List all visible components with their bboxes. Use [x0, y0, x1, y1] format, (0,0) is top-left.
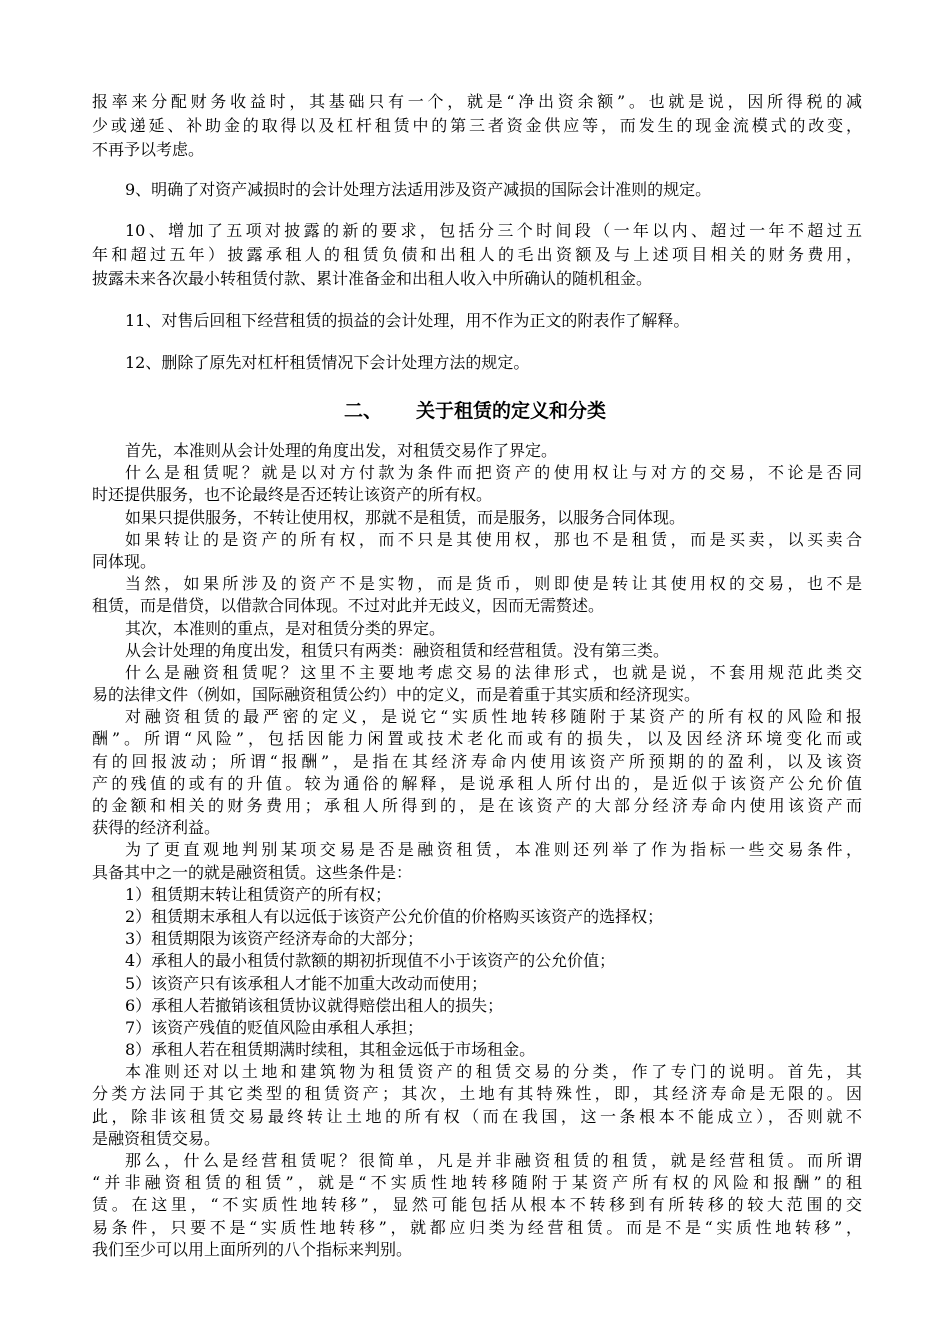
text-line: 获得的经济利益。 [92, 818, 221, 838]
text-line: 如果只提供服务，不转让使用权，那就不是租赁，而是服务，以服务合同体现。 [125, 507, 686, 527]
text-line: 6）承租人若撤销该租赁协议就得赔偿出租人的损失； [125, 995, 504, 1015]
text-line: 时还提供服务，也不论最终是否还转让该资产的所有权。 [92, 485, 493, 505]
paragraph-item-11 [92, 309, 862, 333]
text-line: 易条件，只要不是“实质性地转移”，就都应归类为经营租赁。而是不是“实质性地转移”， [92, 1217, 862, 1237]
text-line: 少或递延、补助金的取得以及杠杆租赁中的第三者资金供应等，而发生的现金流模式的改变， [92, 116, 862, 135]
text-line: 对融资租赁的最严密的定义，是说它“实质性地转移随附于某资产的所有权的风险和报 [125, 707, 862, 727]
text-line: 11、对售后回租下经营租赁的损益的会计处理，用不作为正文的附表作了解释。 [125, 311, 690, 330]
text-line: 如果转让的是资产的所有权，而不只是其使用权，那也不是租赁，而是买卖，以买卖合 [125, 529, 862, 549]
section-body [92, 440, 862, 1261]
text-line: 是融资租赁交易。 [92, 1128, 221, 1148]
text-line: 1）租赁期末转让租赁资产的所有权； [125, 884, 392, 904]
text-line: 报率来分配财务收益时，其基础只有一个，就是“净出资余额”。也就是说，因所得税的减 [92, 92, 862, 111]
text-line: 12、删除了原先对杠杆租赁情况下会计处理方法的规定。 [125, 353, 530, 372]
paragraph-item-10 [92, 219, 862, 291]
text-line: 本准则还对以土地和建筑物为租赁资产的租赁交易的分类，作了专门的说明。首先，其 [125, 1062, 862, 1082]
text-line: 4）承租人的最小租赁付款额的期初折现值不小于该资产的公允价值； [125, 951, 616, 971]
section-heading [0, 396, 950, 426]
text-line: 为了更直观地判别某项交易是否是融资租赁，本准则还列举了作为指标一些交易条件， [125, 840, 862, 860]
text-line: 10、增加了五项对披露的新的要求，包括分三个时间段（一年以内、超过一年不超过五 [125, 221, 862, 240]
text-line: 同体现。 [92, 551, 157, 571]
paragraph-continuation [92, 90, 862, 162]
section-title: 关于租赁的定义和分类 [416, 400, 607, 422]
text-line: 其次，本准则的重点，是对租赁分类的界定。 [125, 618, 446, 638]
text-line: 租赁，而是借贷，以借款合同体现。不过对此并无歧义，因而无需赘述。 [92, 596, 605, 616]
text-line: 的金额和相关的财务费用；承租人所得到的，是在该资产的大部分经济寿命内使用该资产而 [92, 796, 862, 815]
text-line: 从会计处理的角度出发，租赁只有两类：融资租赁和经营租赁。没有第三类。 [125, 640, 670, 660]
paragraph-item-12 [92, 351, 862, 375]
text-line: 酬”。所谓“风险”，包括因能力闲置或技术老化而或有的损失，以及因经济环境变化而或 [92, 729, 862, 749]
text-line: 有的回报波动；所谓“报酬”，是指在其经济寿命内使用该资产所预期的的盈利，以及该资 [92, 751, 862, 771]
text-line: 3）租赁期限为该资产经济寿命的大部分； [125, 929, 424, 949]
text-line: 年和超过五年）披露承租人的租赁负债和出租人的毛出资额及与上述项目相关的财务费用， [92, 245, 862, 264]
text-line: 首先，本准则从会计处理的角度出发，对租赁交易作了界定。 [125, 441, 558, 460]
text-line: 9、明确了对资产减损时的会计处理方法适用涉及资产减损的国际会计准则的规定。 [125, 180, 712, 199]
text-line: 赁。在这里，“不实质性地转移”，显然可能包括从根本不转移到有所转移的较大范围的交 [92, 1195, 862, 1215]
text-line: 2）租赁期末承租人有以远低于该资产公允价值的价格购买该资产的选择权； [125, 906, 664, 926]
text-line: 具备其中之一的就是融资租赁。这些条件是： [92, 862, 413, 882]
text-line: “并非融资租赁的租赁”，就是“不实质性地转移随附于某资产所有权的风险和报酬”的租 [92, 1173, 862, 1193]
section-number: 二、 [343, 400, 382, 422]
text-line: 什么是融资租赁呢？这里不主要地考虑交易的法律形式，也就是说，不套用规范此类交 [125, 662, 862, 682]
paragraph-item-9 [92, 178, 862, 202]
text-line: 那么，什么是经营租赁呢？很简单，凡是并非融资租赁的租赁，就是经营租赁。而所谓 [125, 1151, 862, 1170]
text-line: 我们至少可以用上面所列的八个指标来判别。 [92, 1239, 413, 1259]
text-line: 当然，如果所涉及的资产不是实物，而是货币，则即使是转让其使用权的交易，也不是 [125, 574, 862, 594]
text-line: 披露未来各次最小转租赁付款、累计准备金和出租人收入中所确认的随机租金。 [92, 269, 653, 288]
text-line: 易的法律文件（例如，国际融资租赁公约）中的定义，而是着重于其实质和经济现实。 [92, 685, 701, 705]
text-line: 7）该资产残值的贬值风险由承租人承担； [125, 1017, 424, 1037]
text-line: 5）该资产只有该承租人才能不加重大改动而使用； [125, 973, 488, 993]
text-line: 什么是租赁呢？就是以对方付款为条件而把资产的使用权让与对方的交易，不论是否同 [125, 463, 862, 483]
text-line: 不再予以考虑。 [92, 140, 205, 159]
text-line: 分类方法同于其它类型的租赁资产；其次，土地有其特殊性，即，其经济寿命是无限的。因 [92, 1084, 862, 1104]
text-line: 产的残值的或有的升值。较为通俗的解释，是说承租人所付出的，是近似于该资产公允价值 [92, 773, 862, 793]
text-line: 此，除非该租赁交易最终转让土地的所有权（而在我国，这一条根本不能成立），否则就不 [92, 1106, 862, 1126]
text-line: 8）承租人若在租赁期满时续租，其租金远低于市场租金。 [125, 1040, 536, 1060]
